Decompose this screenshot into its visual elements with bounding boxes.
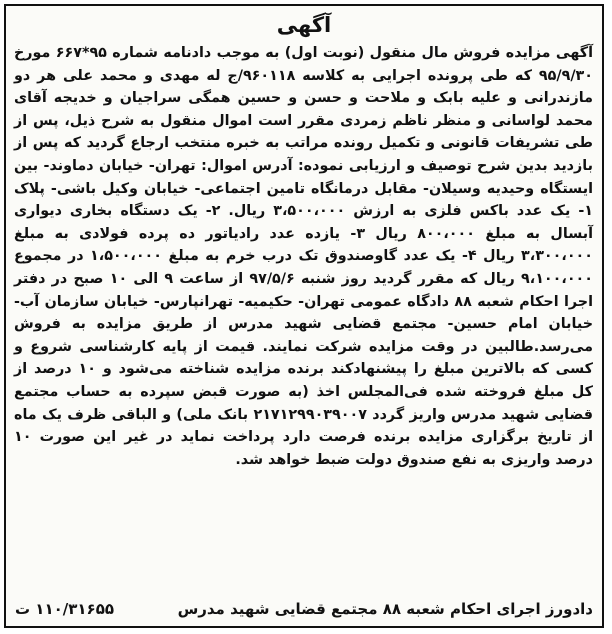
notice-footer [15, 598, 593, 620]
notice-title: آگهی [276, 13, 332, 37]
reference-number: ۱۱۰/۳۱۶۵۵ ت [15, 600, 115, 618]
signature: دادورز اجرای احکام شعبه ۸۸ مجتمع قضایی شهید مدرس [177, 600, 593, 618]
notice-box [4, 4, 604, 628]
notice-body: آگهی مزایده فروش مال منقول (نوبت اول) به موجب دادنامه شماره ۹۵*۶۶۷ مورخ ۹۵/۹/۳۰ که طی پرونده اجرایی به کلاسه ۹۶۰۱۱۸/ج له مهدی و محمد علی هر دو مازندرانی و علیه بابک و ملاحت و حسن و حسین همگی سراجیان و خدیجه آقای محمد لواسانی و منظر ناظم زمردی مقرر است اموال منقول به شرح ذیل، پس از طی تشریفات قانونی و تکمیل رونده مراتب به خبره منتخب ارجاع گردید که پس از بازدید بدین شرح توصیف و ارزیابی نموده: آدرس اموال: تهران- خیابان دماوند- بین ایستگاه وحیدیه وسیلان- مقابل درمانگاه تامین اجتماعی- خیابان وکیل باشی- پلاک ۱- یک عدد باکس فلزی به ارزش ۳،۵۰۰،۰۰۰ ریال. ۲- یک دستگاه بخاری دیواری آبسال به مبلغ ۸۰۰،۰۰۰ ریال ۳- یازده عدد رادیاتور ده پرده فولادی به مبلغ ۳،۳۰۰،۰۰۰ ریال ۴- یک عدد گاوصندوق تک درب خرم به مبلغ ۱،۵۰۰،۰۰۰ در مجموع ۹،۱۰۰،۰۰۰ ریال که مقرر گردید روز شنبه ۹۷/۵/۶ از ساعت ۹ الی ۱۰ صبح در دفتر اجرا احکام شعبه ۸۸ دادگاه عمومی تهران- حکیمیه- تهرانپارس- خیابان سازمان آب- خیابان امام حسین- مجتمع قضایی شهید مدرس از طریق مزایده به فروش می‌رسد.طالبین در وقت مزایده شرکت نمایند. قیمت از پایه کارشناسی شروع و کسی که بالاترین مبلغ را پیشنهادکند برنده مزایده شناخته می‌شود و ۱۰ درصد از کل مبلغ فروخته شده فی‌المجلس اخذ (به صورت قبض سپرده به حساب مجتمع قضایی شهید مدرس واریز گردد ۲۱۷۱۲۹۹۰۳۹۰۰۷ بانک ملی) و الباقی ظرف یک ماه از تاریخ برگزاری مزایده برنده فرصت دارد پرداخت نماید در غیر این صورت ۱۰ درصد واریزی به نفع صندوق دولت ضبط خواهد شد. [14, 45, 594, 468]
